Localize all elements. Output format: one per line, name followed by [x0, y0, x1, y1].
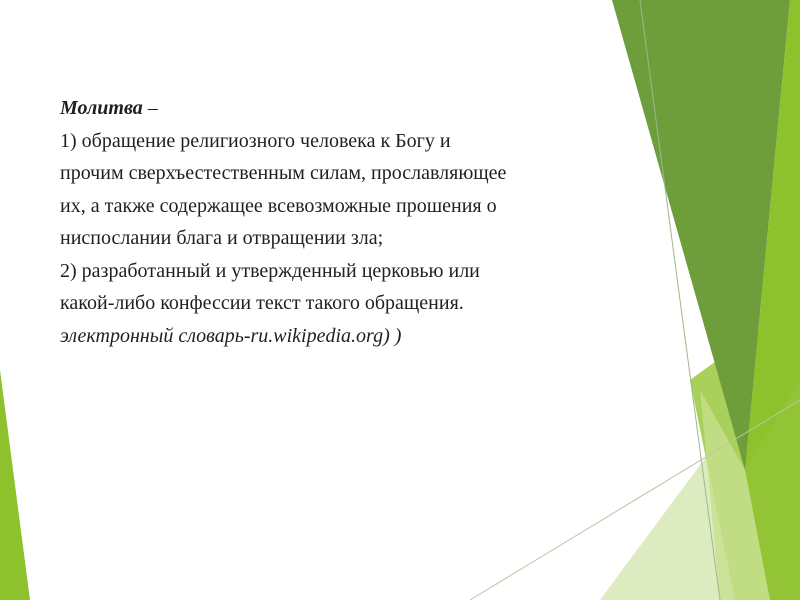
term-dash: –	[142, 97, 158, 119]
definition-heading	[60, 92, 670, 125]
definition-line-1: 1) обращение религиозного человека к Богу и	[60, 129, 451, 152]
definition-line-2: прочим сверхъестественным силам, прославляющее	[60, 162, 507, 184]
source-citation: электронный словарь-ru.wikipedia.org) )	[60, 324, 402, 347]
definition-line-4: ниспослании блага и отвращении зла;	[60, 227, 384, 249]
left-green-triangle	[0, 370, 30, 600]
definition-line-6: какой-либо конфессии текст такого обращения.	[60, 292, 464, 314]
term-word: Молитва	[60, 97, 143, 119]
definition-block	[60, 92, 670, 352]
definition-line-3: их, а также содержащее всевозможные прошения о	[60, 194, 497, 217]
definition-line-5: 2) разработанный и утвержденный церковью или	[60, 259, 480, 282]
